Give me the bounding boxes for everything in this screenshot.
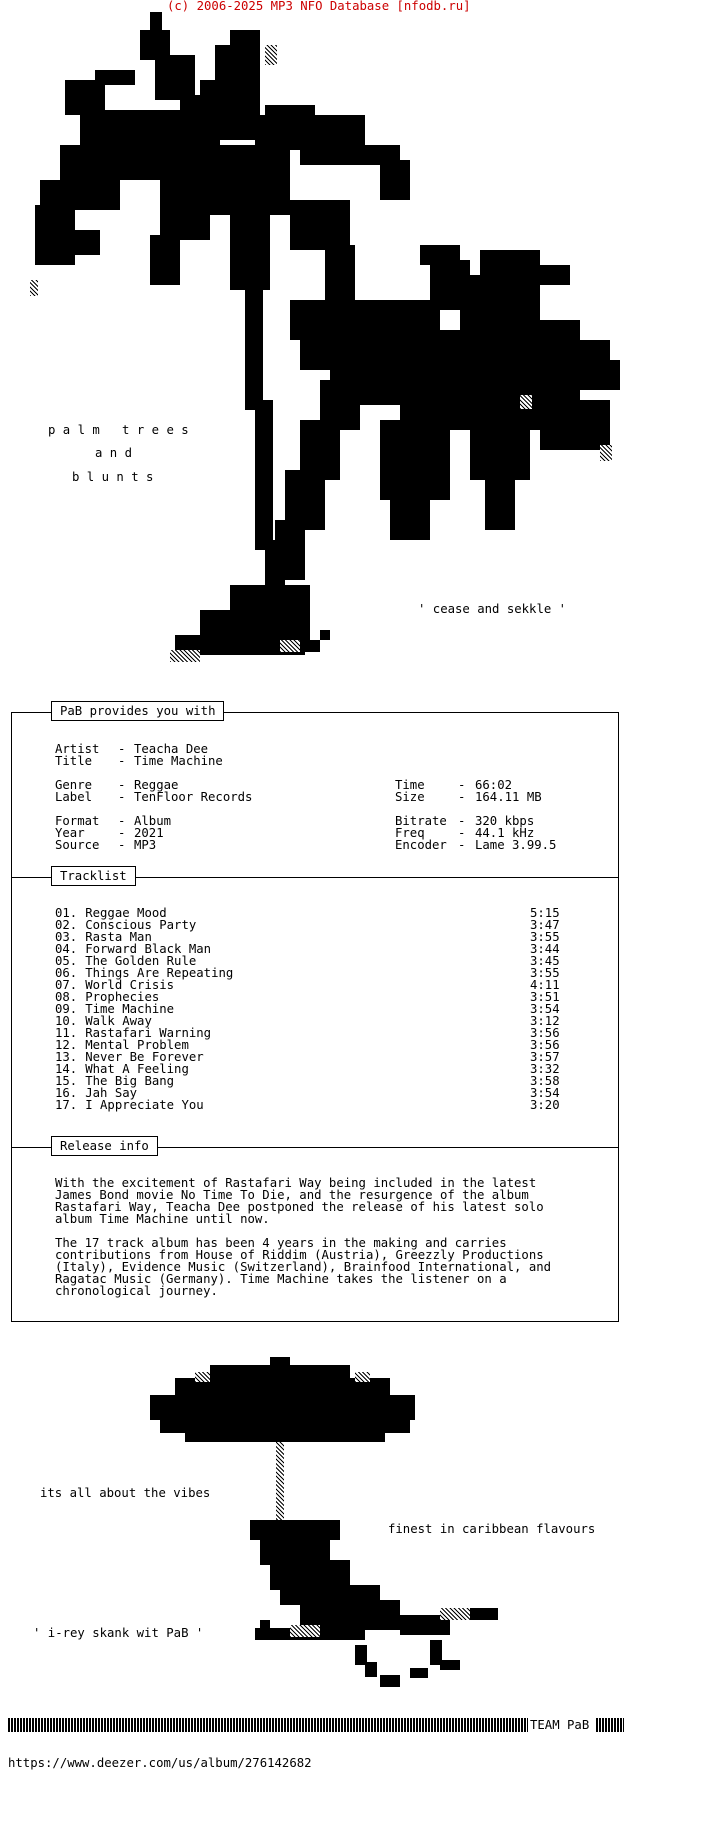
info-time-value: 66:02	[475, 778, 513, 792]
track-duration: 3:32	[530, 1062, 560, 1076]
track-number: 12.	[55, 1038, 78, 1052]
track-duration: 3:55	[530, 966, 560, 980]
track-number: 11.	[55, 1026, 78, 1040]
info-title-key: Title	[55, 754, 93, 768]
track-duration: 3:20	[530, 1098, 560, 1112]
track-number: 06.	[55, 966, 78, 980]
info-encoder-key: Encoder	[395, 838, 447, 852]
release-p1-line3: Rastafari Way, Teacha Dee postponed the release of his latest solo	[55, 1200, 544, 1214]
track-duration: 3:56	[530, 1026, 560, 1040]
release-p1-line4: album Time Machine until now.	[55, 1212, 270, 1226]
info-genre-key: Genre	[55, 778, 93, 792]
release-p2-line5: chronological journey.	[55, 1284, 218, 1298]
track-number: 01.	[55, 906, 78, 920]
release-p1-line1: With the excitement of Rastafari Way being included in the latest	[55, 1176, 537, 1190]
track-number: 08.	[55, 990, 78, 1004]
info-freq-value: 44.1 kHz	[475, 826, 535, 840]
track-title: What A Feeling	[85, 1062, 189, 1076]
info-artist-key: Artist	[55, 742, 100, 756]
track-duration: 3:58	[530, 1074, 560, 1088]
art-caption-vibes: its all about the vibes	[40, 1486, 211, 1500]
track-number: 07.	[55, 978, 78, 992]
art-caption-finest: finest in caribbean flavours	[388, 1522, 596, 1536]
info-bitrate-key: Bitrate	[395, 814, 447, 828]
art-caption-cease: ' cease and sekkle '	[418, 602, 567, 616]
info-size-value: 164.11 MB	[475, 790, 542, 804]
track-row	[55, 1098, 560, 1112]
track-title: Conscious Party	[85, 918, 197, 932]
track-title: Reggae Mood	[85, 906, 167, 920]
copyright-header: (c) 2006-2025 MP3 NFO Database [nfodb.ru]	[167, 0, 471, 13]
footer-bar-right	[596, 1718, 624, 1732]
track-duration: 3:55	[530, 930, 560, 944]
track-title: Forward Black Man	[85, 942, 212, 956]
track-number: 13.	[55, 1050, 78, 1064]
track-title: Never Be Forever	[85, 1050, 204, 1064]
track-number: 17.	[55, 1098, 78, 1112]
track-number: 02.	[55, 918, 78, 932]
album-url[interactable]: https://www.deezer.com/us/album/276142682	[8, 1756, 312, 1770]
track-duration: 3:51	[530, 990, 560, 1004]
track-title: The Big Bang	[85, 1074, 175, 1088]
section-label-release-info: Release info	[51, 1136, 158, 1156]
track-title: Rasta Man	[85, 930, 152, 944]
track-title: Walk Away	[85, 1014, 152, 1028]
info-source-key: Source	[55, 838, 100, 852]
track-duration: 3:47	[530, 918, 560, 932]
art-caption-skank: ' i-rey skank wit PaB '	[33, 1626, 204, 1640]
info-label-key: Label	[55, 790, 93, 804]
info-label-value: TenFloor Records	[134, 790, 253, 804]
track-title: Mental Problem	[85, 1038, 189, 1052]
track-number: 10.	[55, 1014, 78, 1028]
track-number: 14.	[55, 1062, 78, 1076]
release-p2-line3: (Italy), Evidence Music (Switzerland), Brainfood International, and	[55, 1260, 552, 1274]
track-duration: 3:12	[530, 1014, 560, 1028]
track-duration: 3:57	[530, 1050, 560, 1064]
release-p2-line2: contributions from House of Riddim (Austria), Greezzly Productions	[55, 1248, 544, 1262]
info-time-key: Time	[395, 778, 425, 792]
track-number: 03.	[55, 930, 78, 944]
release-p1-line2: James Bond movie No Time To Die, and the resurgence of the album	[55, 1188, 529, 1202]
art-caption-blunts: b l u n t s	[72, 470, 154, 484]
info-title-value: Time Machine	[134, 754, 223, 768]
info-bitrate-value: 320 kbps	[475, 814, 535, 828]
track-title: Prophecies	[85, 990, 160, 1004]
track-number: 15.	[55, 1074, 78, 1088]
art-caption-and: a n d	[95, 446, 133, 460]
info-size-key: Size	[395, 790, 425, 804]
track-title: Time Machine	[85, 1002, 175, 1016]
info-artist-value: Teacha Dee	[134, 742, 209, 756]
info-format-value: Album	[134, 814, 172, 828]
track-duration: 5:15	[530, 906, 560, 920]
info-format-key: Format	[55, 814, 100, 828]
section-label-provides: PaB provides you with	[51, 701, 224, 721]
track-title: World Crisis	[85, 978, 175, 992]
track-title: The Golden Rule	[85, 954, 197, 968]
track-duration: 3:45	[530, 954, 560, 968]
track-title: Things Are Repeating	[85, 966, 234, 980]
info-genre-value: Reggae	[134, 778, 179, 792]
info-freq-key: Freq	[395, 826, 425, 840]
track-duration: 3:54	[530, 1002, 560, 1016]
track-number: 04.	[55, 942, 78, 956]
release-p2-line1: The 17 track album has been 4 years in the making and carries	[55, 1236, 507, 1250]
track-title: Rastafari Warning	[85, 1026, 212, 1040]
palm-trees-art	[0, 0, 720, 700]
info-year-value: 2021	[134, 826, 164, 840]
track-number: 05.	[55, 954, 78, 968]
track-duration: 4:11	[530, 978, 560, 992]
team-signature: TEAM PaB	[530, 1718, 590, 1732]
info-source-value: MP3	[134, 838, 157, 852]
info-year-key: Year	[55, 826, 85, 840]
release-p2-line4: Ragatac Music (Germany). Time Machine takes the listener on a	[55, 1272, 507, 1286]
track-number: 16.	[55, 1086, 78, 1100]
track-number: 09.	[55, 1002, 78, 1016]
track-title: Jah Say	[85, 1086, 138, 1100]
track-duration: 3:44	[530, 942, 560, 956]
track-title: I Appreciate You	[85, 1098, 204, 1112]
footer-bar-left	[8, 1718, 528, 1732]
art-caption-palm-trees: p a l m t r e e s	[48, 423, 189, 437]
info-encoder-value: Lame 3.99.5	[475, 838, 557, 852]
track-duration: 3:56	[530, 1038, 560, 1052]
track-duration: 3:54	[530, 1086, 560, 1100]
beach-umbrella-art	[0, 1340, 720, 1720]
section-label-tracklist: Tracklist	[51, 866, 136, 886]
